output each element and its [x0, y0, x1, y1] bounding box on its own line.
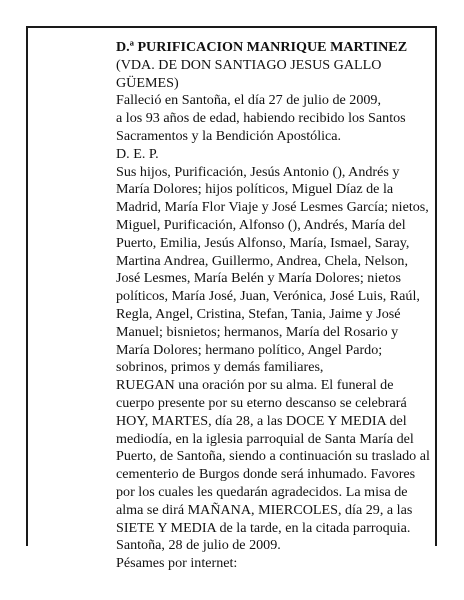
funeral-line: HOY, MARTES, día 28, a las DOCE Y MEDIA del	[116, 412, 407, 429]
funeral-line: cementerio de Burgos donde será inhumado. Favores	[116, 466, 416, 483]
family-line: Madrid, María Flor Viaje y José Lesmes García; nietos,	[116, 199, 429, 216]
family-line: políticos, María José, Juan, Verónica, José Luis, Raúl,	[116, 288, 420, 305]
family-line: Miguel, Purificación, Alfonso (), Andrés, María del	[116, 216, 406, 233]
funeral-line: SIETE Y MEDIA de la tarde, en la citada parroquia.	[116, 519, 411, 536]
family-line: José Lesmes, María Belén y María Dolores; nietos	[116, 270, 401, 287]
family-line: Regla, Angel, Cristina, Stefan, Tania, Jaime y José	[116, 305, 401, 322]
funeral-line: mediodía, en la iglesia parroquial de Santa María del	[116, 430, 414, 447]
widow-line-2: GÜEMES)	[116, 74, 179, 91]
death-line-2: a los 93 años de edad, habiendo recibido los Santos	[116, 110, 406, 127]
condolences-line: Pésames por internet:	[116, 555, 238, 572]
dep-line: D. E. P.	[116, 145, 159, 162]
death-line-1: Falleció en Santoña, el día 27 de julio de 2009,	[116, 92, 381, 109]
widow-line-1: (VDA. DE DON SANTIAGO JESUS GALLO	[116, 56, 382, 73]
funeral-line: cuerpo presente por su eterno descanso se celebrará	[116, 394, 407, 411]
family-line: María Dolores; hermano político, Angel Pardo;	[116, 341, 383, 358]
family-line: sobrinos, primos y demás familiares,	[116, 359, 324, 376]
obituary-notice	[116, 39, 430, 573]
funeral-line: RUEGAN una oración por su alma. El funeral de	[116, 377, 394, 394]
family-line: Sus hijos, Purificación, Jesús Antonio (), Andrés y	[116, 163, 400, 180]
funeral-line: Puerto, de Santoña, siendo a continuación su traslado al	[116, 448, 430, 465]
family-line: Martina Andrea, Guillermo, Andrea, Chela, Nelson,	[116, 252, 408, 269]
funeral-line: alma se dirá MAÑANA, MIERCOLES, día 29, a las	[116, 501, 413, 518]
family-line: María Dolores; hijos políticos, Miguel Díaz de la	[116, 181, 394, 198]
family-line: Manuel; bisnietos; hermanos, María del Rosario y	[116, 323, 399, 340]
family-line: Puerto, Emilia, Jesús Alfonso, María, Ismael, Saray,	[116, 234, 410, 251]
date-line: Santoña, 28 de julio de 2009.	[116, 537, 281, 554]
death-line-3: Sacramentos y la Bendición Apostólica.	[116, 127, 342, 144]
deceased-name: D.ª PURIFICACION MANRIQUE MARTINEZ	[116, 39, 408, 55]
funeral-line: por los cuales les quedarán agradecidos. La misa de	[116, 483, 408, 500]
